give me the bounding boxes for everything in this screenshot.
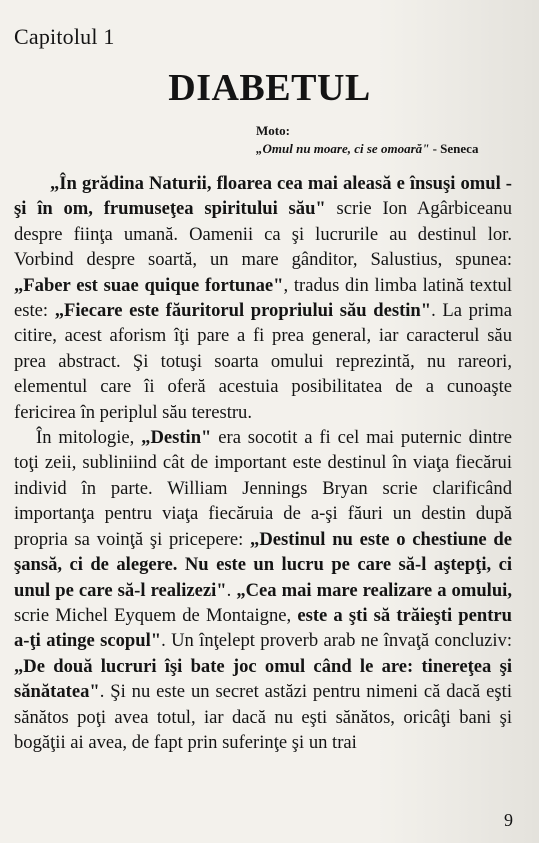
bold-quote: „Destinul nu este o chestiune de şansă, ci de alegere. Nu este un lucru pe care să-l aştepţi, ci unul pe care să-l realizezi" xyxy=(14,528,513,601)
bold-quote: „De două lucruri îşi bate joc omul când le are: tinereţea şi sănătatea" xyxy=(14,655,512,703)
page-number: 9 xyxy=(504,810,513,830)
text-run: . Un înţelept proverb arab ne învaţă concluziv: xyxy=(161,630,512,652)
bold-quote: „Cea mai mare realizare a omului, xyxy=(236,579,512,601)
chapter-heading: Capitolul 1 xyxy=(14,24,115,49)
bold-quote: „Fiecare este făuritorul propriului său destin" xyxy=(54,300,432,322)
text-run: . xyxy=(226,579,237,601)
text-run: În mitologie, xyxy=(36,427,142,449)
paragraph-1 xyxy=(14,171,512,425)
motto-block xyxy=(256,122,478,158)
motto-quote: „Omul nu moare, ci se omoară" xyxy=(256,141,430,156)
motto-label: Moto: xyxy=(256,123,290,138)
text-run: . Şi nu este un secret astăzi pentru nimeni că dacă eşti sănătos poţi avea totul, iar dacă nu eşti sănătos, oricâţi bani şi bogăţii ai avea, de fapt prin suferinţe şi un trai xyxy=(14,681,512,753)
bold-quote: „Destin" xyxy=(141,427,212,449)
page-title: DIABETUL xyxy=(168,67,371,109)
text-run: scrie Michel Eyquem de Montaigne, xyxy=(14,604,298,626)
bold-quote: „Faber est suae quique fortunae" xyxy=(14,274,284,296)
text-run: scrie Ion Agârbiceanu despre fiinţa umană. Oamenii ca şi lucrurile au destinul lor. Vorbind despre soartă, un mare gânditor, Salustius, spunea: xyxy=(14,198,512,271)
text-run: , tradus din limba latină textul este: xyxy=(14,274,512,322)
text-run: . La prima citire, acest aforism îţi pare a fi prea general, iar caracterul său prea abstract. Şi totuşi soarta omului reprezintă, nu rareori, elementul care îi oferă acestuia posibilitatea de a cunoaşte fericirea în periplul său terestru. xyxy=(14,300,512,423)
bold-quote: „În grădina Naturii, floarea cea mai aleasă e însuşi omul - şi în om, frumuseţea spiritului său" xyxy=(14,173,512,220)
body-text xyxy=(14,171,512,755)
text-run: era socotit a fi cel mai puternic dintre toţi zeii, subliniind cât de important este destinul în viaţa fiecărui individ în parte. William Jennings Bryan scrie clarificând importanţa pentru viaţa fiecăruia de a-şi făuri un destin după propria sa voinţă şi pricepere: xyxy=(14,427,512,550)
motto-author: - Seneca xyxy=(429,141,479,156)
paragraph-2 xyxy=(14,425,512,755)
bold-quote: este a şti să trăieşti pentru a-ţi atinge scopul" xyxy=(14,604,512,652)
